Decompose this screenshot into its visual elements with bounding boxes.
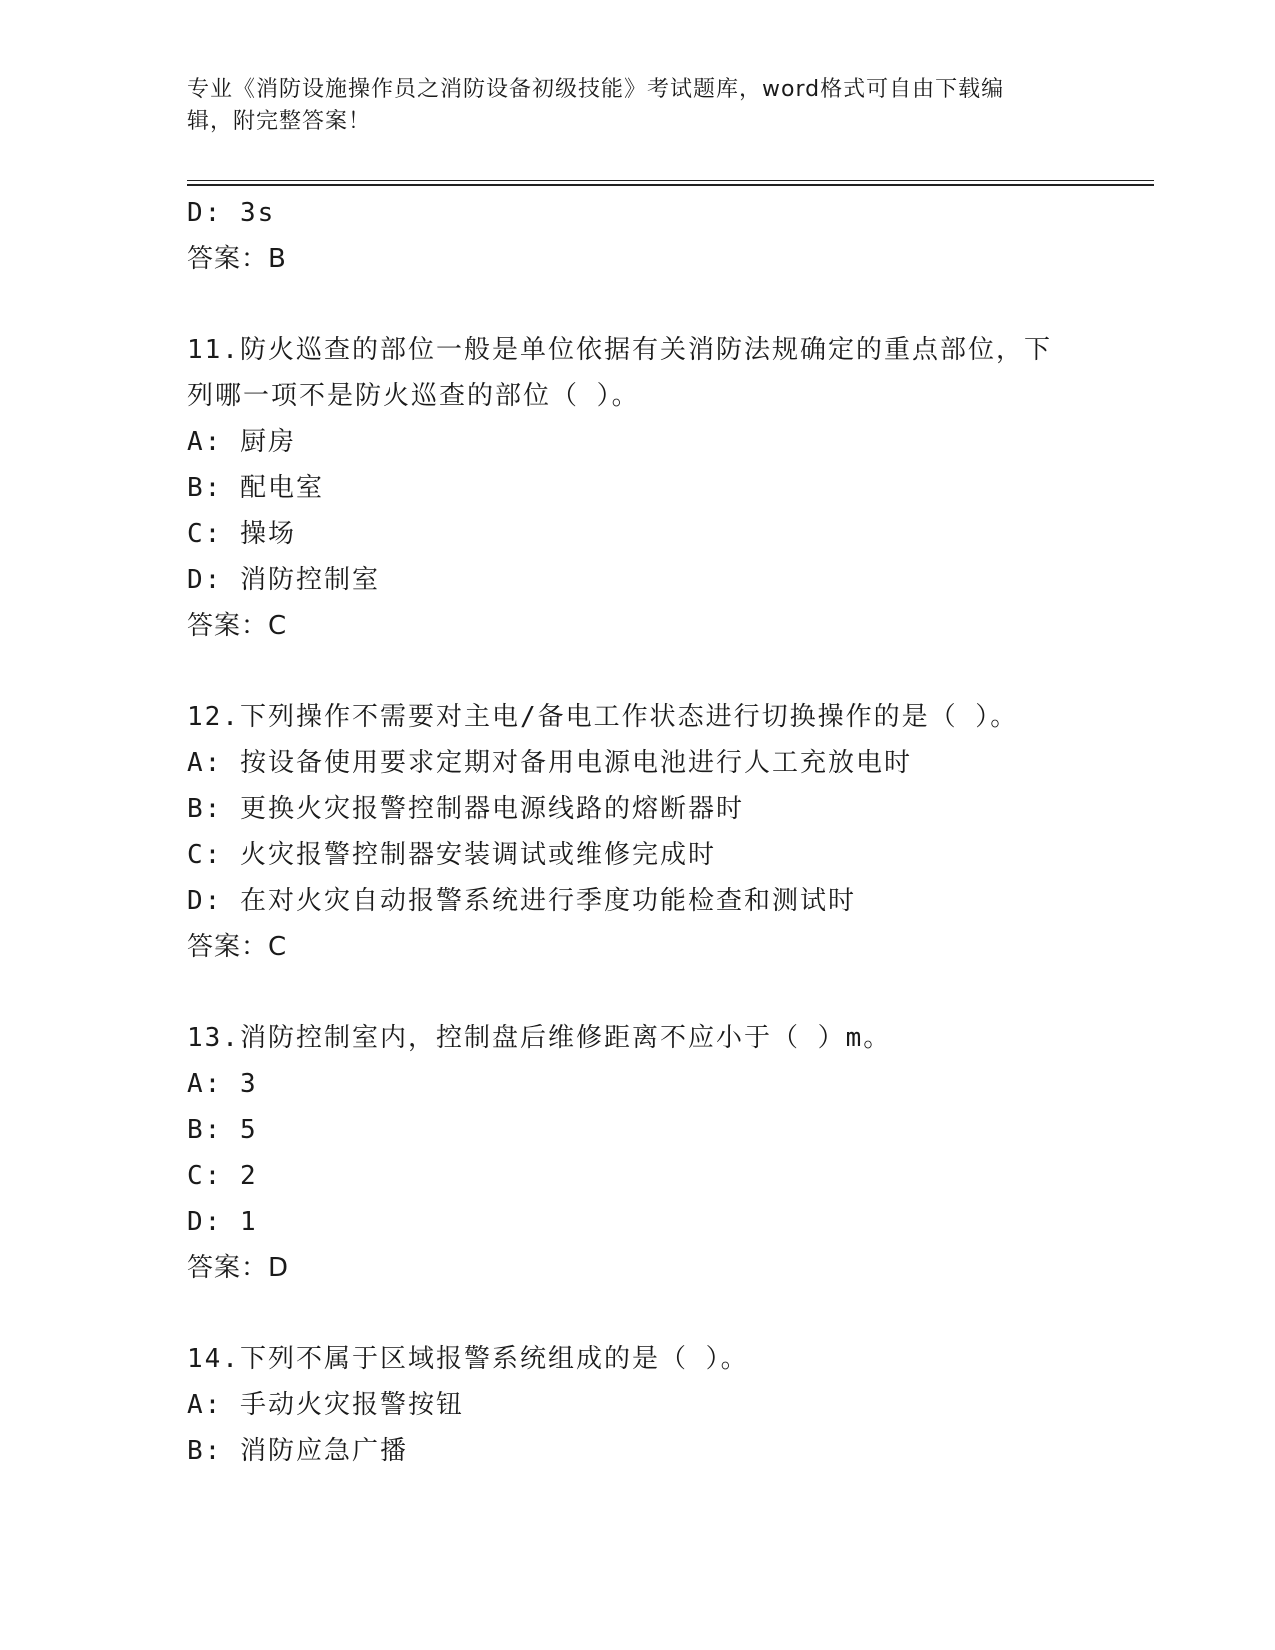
header-line-2: 辑，附完整答案！ xyxy=(187,109,372,134)
question-content xyxy=(187,190,1087,1474)
question-stem: 12.下列操作不需要对主电/备电工作状态进行切换操作的是（ ）。 xyxy=(187,702,1019,732)
question-stem: 14.下列不属于区域报警系统组成的是（ ）。 xyxy=(187,1344,749,1374)
option-c: C: 操场 xyxy=(187,519,296,549)
prev-answer: 答案：B xyxy=(187,244,287,274)
option-a: A: 厨房 xyxy=(187,427,296,457)
prev-option-d: D: 3s xyxy=(187,198,276,228)
question-11 xyxy=(187,327,1087,649)
option-d: D: 消防控制室 xyxy=(187,565,380,595)
option-d: D: 1 xyxy=(187,1207,258,1237)
option-c: C: 2 xyxy=(187,1161,258,1191)
header-divider-thick xyxy=(187,184,1154,186)
answer: 答案：C xyxy=(187,611,288,641)
option-a: A: 手动火灾报警按钮 xyxy=(187,1390,464,1420)
question-stem: 11.防火巡查的部位一般是单位依据有关消防法规确定的重点部位，下 xyxy=(187,335,1052,365)
question-stem-cont: 列哪一项不是防火巡查的部位（ ）。 xyxy=(187,381,640,411)
option-c: C: 火灾报警控制器安装调试或维修完成时 xyxy=(187,840,716,870)
option-d: D: 在对火灾自动报警系统进行季度功能检查和测试时 xyxy=(187,886,856,916)
question-13 xyxy=(187,1015,1087,1291)
option-a: A: 按设备使用要求定期对备用电源电池进行人工充放电时 xyxy=(187,748,912,778)
option-b: B: 配电室 xyxy=(187,473,324,503)
option-b: B: 更换火灾报警控制器电源线路的熔断器时 xyxy=(187,794,744,824)
answer: 答案：C xyxy=(187,932,288,962)
header-line-1: 专业《消防设施操作员之消防设备初级技能》考试题库，word格式可自由下载编 xyxy=(187,77,1005,102)
question-stem: 13.消防控制室内，控制盘后维修距离不应小于（ ）m。 xyxy=(187,1023,892,1053)
option-b: B: 消防应急广播 xyxy=(187,1436,408,1466)
answer: 答案：D xyxy=(187,1253,290,1283)
question-12 xyxy=(187,694,1087,970)
document-header xyxy=(187,74,1067,138)
header-divider-thin xyxy=(187,180,1154,181)
question-14 xyxy=(187,1336,1087,1474)
option-a: A: 3 xyxy=(187,1069,258,1099)
option-b: B: 5 xyxy=(187,1115,258,1145)
